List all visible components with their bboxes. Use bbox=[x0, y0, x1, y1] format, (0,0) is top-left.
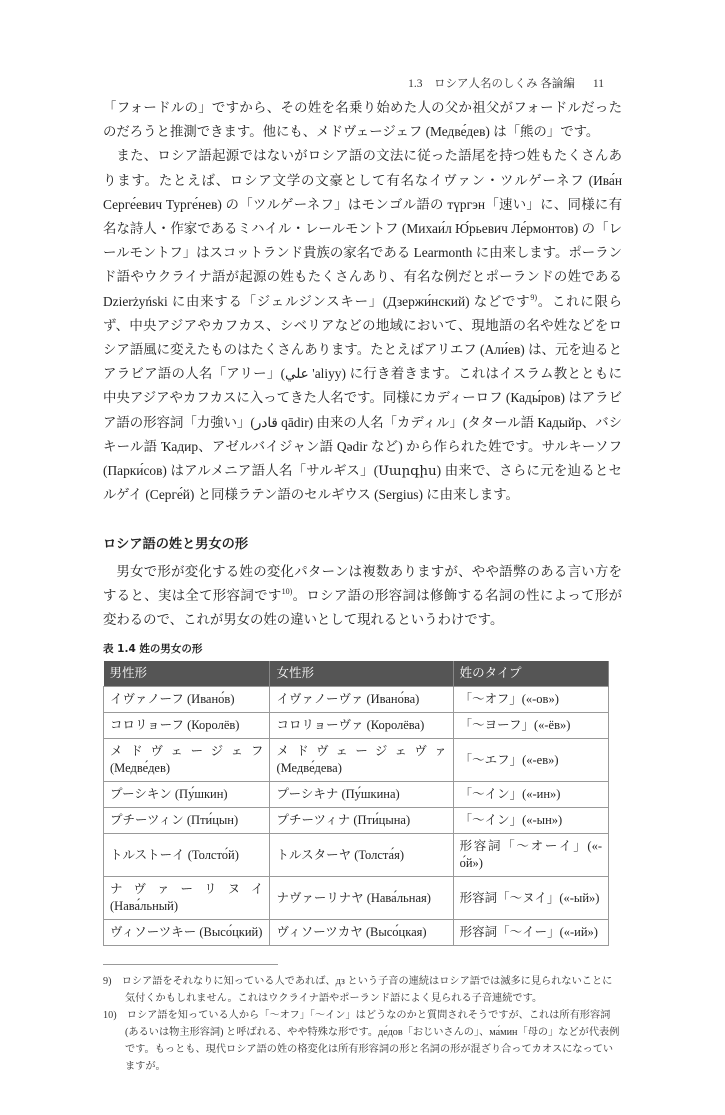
column-header: 男性形 bbox=[104, 661, 270, 687]
table-cell: コロリョーフ (Королёв) bbox=[104, 713, 270, 739]
paragraph bbox=[103, 144, 622, 507]
table-cell: プチーツィナ (Пти́цына) bbox=[270, 808, 453, 834]
paragraph-text: また、ロシア語起源ではないがロシア語の文法に従った語尾を持つ姓もたくさんあります。たとえば、ロシア文学の文豪として有名なイヴァン・ツルゲーネフ (Ива́н Серге́евич Турге́нев) の「ツルゲーネフ」はモンゴル語の түргэн「速い」に、同様に有名な詩人・作家であるミハイル・レールモントフ (Михаи́л Ю́рьевич Ле́рмонтов) の「レールモントフ」はスコットランド貴族の家名である Learmonth に由来します。ポーランド語やウクライナ語が起源の姓もたくさんあり、有名な例だとポーランドの姓である Dzierżyński に由来する「ジェルジンスキー」(Дзержи́нский) などです bbox=[103, 148, 622, 309]
table-cell: 「〜ヨーフ」(«-ёв») bbox=[453, 713, 608, 739]
table-row bbox=[104, 877, 609, 920]
table-cell: ヴィソーツキー (Высо́цкий) bbox=[104, 920, 270, 946]
table-cell: メドヴェージェフ (Медве́дев) bbox=[104, 739, 270, 782]
table-cell: 「〜オフ」(«-ов») bbox=[453, 687, 608, 713]
footnote-ref[interactable]: 9) bbox=[530, 292, 538, 302]
table-cell: トルストーイ (Толсто́й) bbox=[104, 834, 270, 877]
table-cell: プーシキン (Пу́шкин) bbox=[104, 782, 270, 808]
table-cell: 形容詞「〜ヌイ」(«-ый») bbox=[453, 877, 608, 920]
footnote-ref[interactable]: 10) bbox=[281, 586, 293, 596]
table-row bbox=[104, 920, 609, 946]
footnote-number: 10) bbox=[103, 1010, 117, 1022]
main-text bbox=[103, 96, 622, 946]
table-cell: 「〜エフ」(«-ев») bbox=[453, 739, 608, 782]
header-section-title: 1.3 ロシア人名のしくみ 各論編 bbox=[408, 78, 575, 90]
table-cell: イヴァノーフ (Ивано́в) bbox=[104, 687, 270, 713]
paragraph-text: 。これに限らず、中央アジアやカフカス、シベリアなどの地域において、現地語の名や姓などをロシア語風に変えたものはたくさんあります。たとえばアリエフ (Али́ев) は、元を辿るとアラビア語の人名「アリー」(علي 'aliyy) に行き着きます。これはイスラム教とともに中央アジアやカフカスに入ってきた人名です。同様にカディーロフ (Кады́ров) はアラビア語の形容詞「力強い」(قادر qādir) 由来の人名「カディル」(タタール語 Кадыйр、バシキール語 Ҡадир、アゼルバイジャン語 Qədir など) から作られた姓です。サルキーソフ (Парки́сов) はアルメニア語人名「サルギス」(Սարգիս) 由来で、さらに元を辿るとセルゲイ (Серге́й) と同様ラテン語のセルギウス (Sergius) に由来します。 bbox=[103, 293, 623, 503]
surname-forms-table bbox=[103, 661, 609, 946]
footnote-9 bbox=[103, 973, 622, 1007]
footnote-text: ロシア語をそれなりに知っている人であれば、дз という子音の連続はロシア語では滅多に見られないことに気付くかもしれません。これはウクライナ語やポーランド語によく見られる子音連続です。 bbox=[121, 976, 613, 1005]
table-cell: ナヴァーリナヤ (Нава́льная) bbox=[270, 877, 453, 920]
table-cell: プーシキナ (Пу́шкина) bbox=[270, 782, 453, 808]
table-cell: ヴィソーツカヤ (Высо́цкая) bbox=[270, 920, 453, 946]
running-header bbox=[103, 76, 622, 92]
table-cell: 「〜イン」(«-ин») bbox=[453, 782, 608, 808]
table-cell: コロリョーヴァ (Королёва) bbox=[270, 713, 453, 739]
table-cell: メドヴェージェヴァ (Медве́дева) bbox=[270, 739, 453, 782]
footnote-text: ロシア語を知っている人から「〜オフ」「〜イン」はどうなのかと質問されそうですが、これは所有形容詞 (あるいは物主形容詞) と呼ばれる、やや特殊な形です。де́дов「おじいさんの」、ма́мин「母の」などが代表例です。もっとも、現代ロシア語の姓の格変化は所有形容詞の形と名詞の形が混ざり合ってカオスになっていますが。 bbox=[125, 1010, 620, 1073]
table-cell: 形容詞「〜オーイ」(«-о́й») bbox=[453, 834, 608, 877]
table-caption: 表 1.4 姓の男女の形 bbox=[103, 643, 203, 656]
table-cell: 形容詞「〜イー」(«-ий») bbox=[453, 920, 608, 946]
table-cell: プチーツィン (Пти́цын) bbox=[104, 808, 270, 834]
paragraph-text: 。ロシア語の形容詞は修飾する名詞の性によって形が変わるので、これが男女の姓の違いとして現れるというわけです。 bbox=[103, 587, 623, 628]
table-row bbox=[104, 808, 609, 834]
section-heading: ロシア語の姓と男女の形 bbox=[103, 537, 249, 553]
table-row bbox=[104, 782, 609, 808]
page-number: 11 bbox=[592, 78, 604, 90]
table-cell: イヴァノーヴァ (Ивано́ва) bbox=[270, 687, 453, 713]
table-row bbox=[104, 713, 609, 739]
table-row bbox=[104, 834, 609, 877]
paragraph-text: 男女で形が変化する姓の変化パターンは複数ありますが、やや語弊のある言い方をすると、実は全て形容詞です bbox=[103, 563, 622, 603]
footnote-10 bbox=[103, 1007, 622, 1075]
table-cell: 「〜イン」(«-ын») bbox=[453, 808, 608, 834]
column-header: 姓のタイプ bbox=[453, 661, 608, 687]
column-header: 女性形 bbox=[270, 661, 453, 687]
table-cell: トルスターヤ (Толста́я) bbox=[270, 834, 453, 877]
table-row bbox=[104, 739, 609, 782]
table-cell: ナヴァーリヌイ (Нава́льный) bbox=[104, 877, 270, 920]
paragraph: 「フォードルの」ですから、その姓を名乗り始めた人の父か祖父がフォードルだったのだろうと推測できます。他にも、メドヴェージェフ (Медве́дев) は「熊の」です。 bbox=[103, 100, 622, 140]
paragraph bbox=[103, 560, 622, 633]
footnote-divider bbox=[103, 964, 278, 965]
table-row bbox=[104, 687, 609, 713]
footnotes bbox=[103, 973, 622, 1075]
table-header-row bbox=[104, 661, 609, 687]
footnote-number: 9) bbox=[103, 976, 112, 988]
